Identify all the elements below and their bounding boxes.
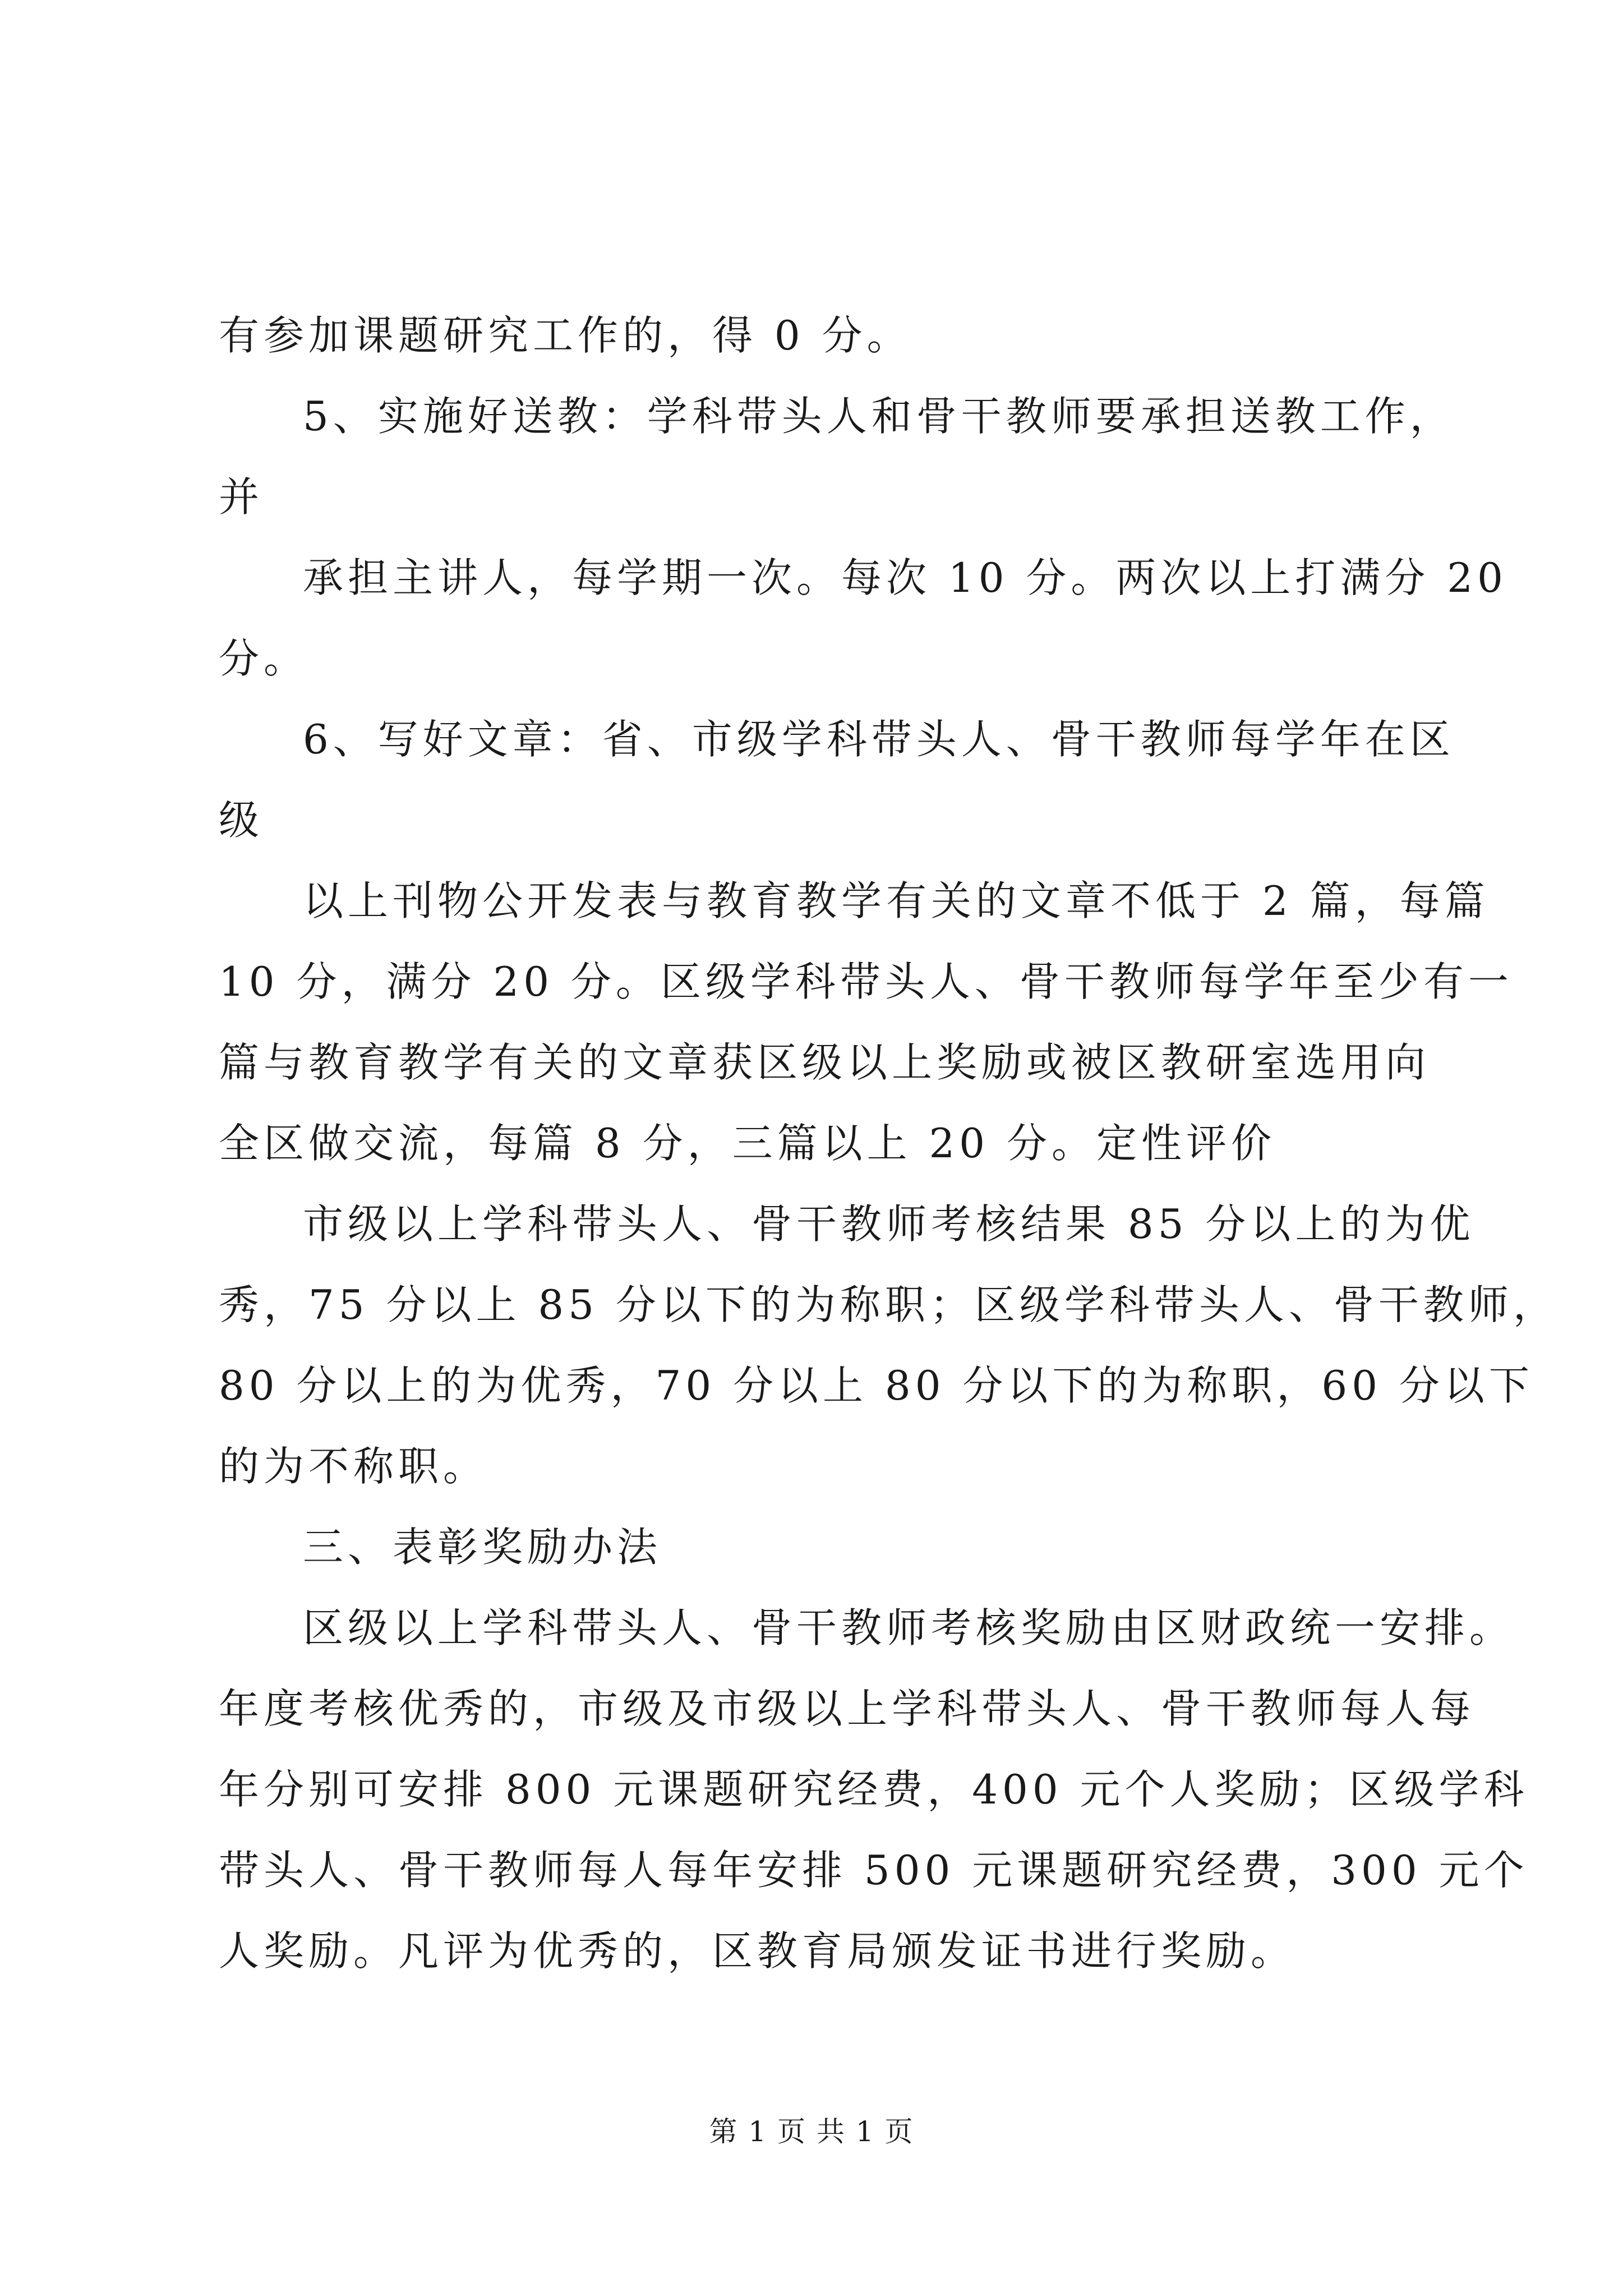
text-line: 级 bbox=[219, 797, 264, 844]
text-line: 80 分以上的为优秀，70 分以上 80 分以下的为称职，60 分以下 bbox=[219, 1362, 1534, 1409]
text-line: 带头人、骨干教师每人每年安排 500 元课题研究经费，300 元个 bbox=[219, 1847, 1529, 1894]
text-line: 区级以上学科带头人、骨干教师考核奖励由区财政统一安排。 bbox=[303, 1604, 1515, 1651]
text-line: 人奖励。凡评为优秀的，区教育局颁发证书进行奖励。 bbox=[219, 1927, 1296, 1975]
text-line: 以上刊物公开发表与教育教学有关的文章不低于 2 篇，每篇 bbox=[303, 877, 1490, 924]
page-footer: 第 1 页 共 1 页 bbox=[709, 2115, 914, 2148]
text-line: 篇与教育教学有关的文章获区级以上奖励或被区教研室选用向 bbox=[219, 1039, 1431, 1086]
text-line: 年分别可安排 800 元课题研究经费，400 元个人奖励；区级学科 bbox=[219, 1766, 1529, 1813]
text-line: 年度考核优秀的，市级及市级以上学科带头人、骨干教师每人每 bbox=[219, 1685, 1476, 1732]
text-line: 10 分，满分 20 分。区级学科带头人、骨干教师每学年至少有一 bbox=[219, 958, 1513, 1005]
text-line: 6、写好文章：省、市级学科带头人、骨干教师每学年在区 bbox=[303, 716, 1455, 763]
text-line: 分。 bbox=[219, 635, 309, 682]
text-line: 全区做交流，每篇 8 分，三篇以上 20 分。定性评价 bbox=[219, 1120, 1276, 1167]
text-line: 秀，75 分以上 85 分以下的为称职；区级学科带头人、骨干教师， bbox=[219, 1281, 1558, 1328]
text-line: 有参加课题研究工作的，得 0 分。 bbox=[219, 312, 912, 359]
text-line: 市级以上学科带头人、骨干教师考核结果 85 分以上的为优 bbox=[303, 1200, 1475, 1248]
text-line: 5、实施好送教：学科带头人和骨干教师要承担送教工作， bbox=[303, 393, 1455, 440]
section-heading: 三、表彰奖励办法 bbox=[303, 1524, 662, 1571]
text-line: 承担主讲人，每学期一次。每次 10 分。两次以上打满分 20 bbox=[303, 554, 1507, 601]
text-line: 并 bbox=[219, 473, 264, 521]
text-line: 的为不称职。 bbox=[219, 1443, 488, 1490]
